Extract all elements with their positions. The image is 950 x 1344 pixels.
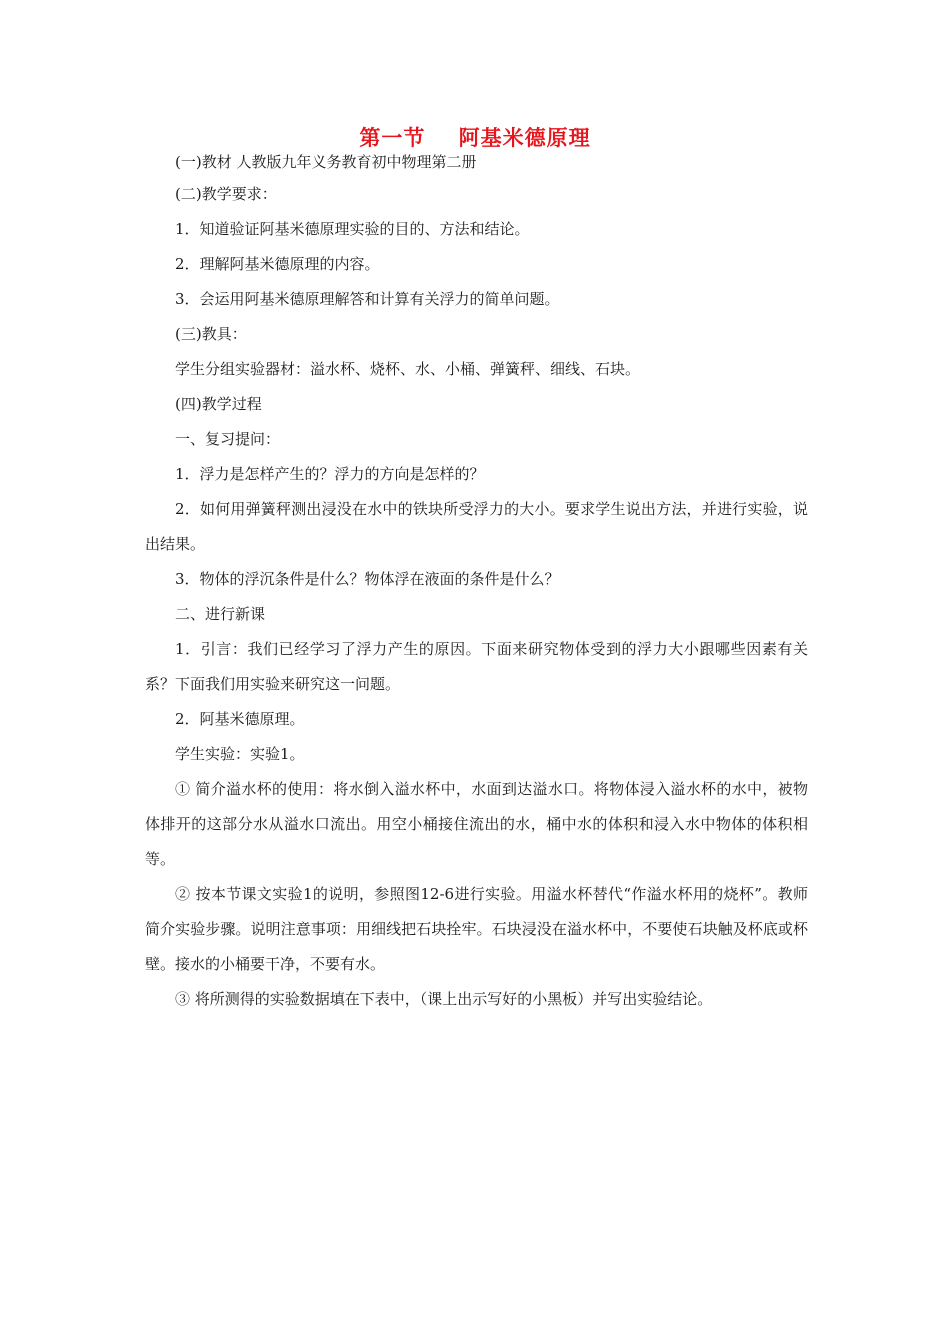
paragraph-requirement-1: 1．知道验证阿基米德原理实验的目的、方法和结论。 xyxy=(175,220,530,238)
paragraph-textbook: (一)教材 人教版九年义务教育初中物理第二册 xyxy=(175,153,477,171)
paragraph-archimedes-principle: 2．阿基米德原理。 xyxy=(175,710,305,728)
paragraph-process-heading: (四)教学过程 xyxy=(175,395,262,413)
paragraph-requirement-3: 3．会运用阿基米德原理解答和计算有关浮力的简单问题。 xyxy=(175,290,560,308)
paragraph-introduction: 1．引言：我们已经学习了浮力产生的原因。下面来研究物体受到的浮力大小跟哪些因素有关系？下面我们用实验来研究这一问题。 xyxy=(145,640,808,693)
paragraph-review-heading: 一、复习提问： xyxy=(175,430,281,448)
section-title-text: 第一节 阿基米德原理 xyxy=(359,126,591,150)
paragraph-step-1: ① 简介溢水杯的使用：将水倒入溢水杯中，水面到达溢水口。将物体浸入溢水杯的水中，被物体排开的这部分水从溢水口流出。用空小桶接住流出的水，桶中水的体积和浸入水中物体的体积相等。 xyxy=(145,780,808,868)
paragraph-requirements-heading: (二)教学要求： xyxy=(175,185,277,203)
paragraph-step-3: ③ 将所测得的实验数据填在下表中，（课上出示写好的小黑板）并写出实验结论。 xyxy=(175,990,713,1008)
paragraph-new-lesson-heading: 二、进行新课 xyxy=(175,605,266,623)
paragraph-equipment: 学生分组实验器材：溢水杯、烧杯、水、小桶、弹簧秤、细线、石块。 xyxy=(175,360,641,378)
paragraph-review-3: 3．物体的浮沉条件是什么？物体浮在液面的条件是什么？ xyxy=(175,570,560,588)
paragraph-student-experiment: 学生实验：实验1。 xyxy=(175,745,305,763)
paragraph-step-2: ② 按本节课文实验1的说明，参照图12-6进行实验。用溢水杯替代“作溢水杯用的烧杯”。教师简介实验步骤。说明注意事项：用细线把石块拴牢。石块浸没在溢水杯中，不要使石块触及杯底或杯壁。接水的小桶要干净，不要有水。 xyxy=(145,885,808,973)
document-body xyxy=(145,147,808,1017)
paragraph-teaching-aids-heading: (三)教具： xyxy=(175,325,247,343)
paragraph-review-2: 2．如何用弹簧秤测出浸没在水中的铁块所受浮力的大小。要求学生说出方法，并进行实验，说出结果。 xyxy=(145,500,808,553)
paragraph-review-1: 1．浮力是怎样产生的？浮力的方向是怎样的？ xyxy=(175,465,485,483)
paragraph-requirement-2: 2．理解阿基米德原理的内容。 xyxy=(175,255,380,273)
